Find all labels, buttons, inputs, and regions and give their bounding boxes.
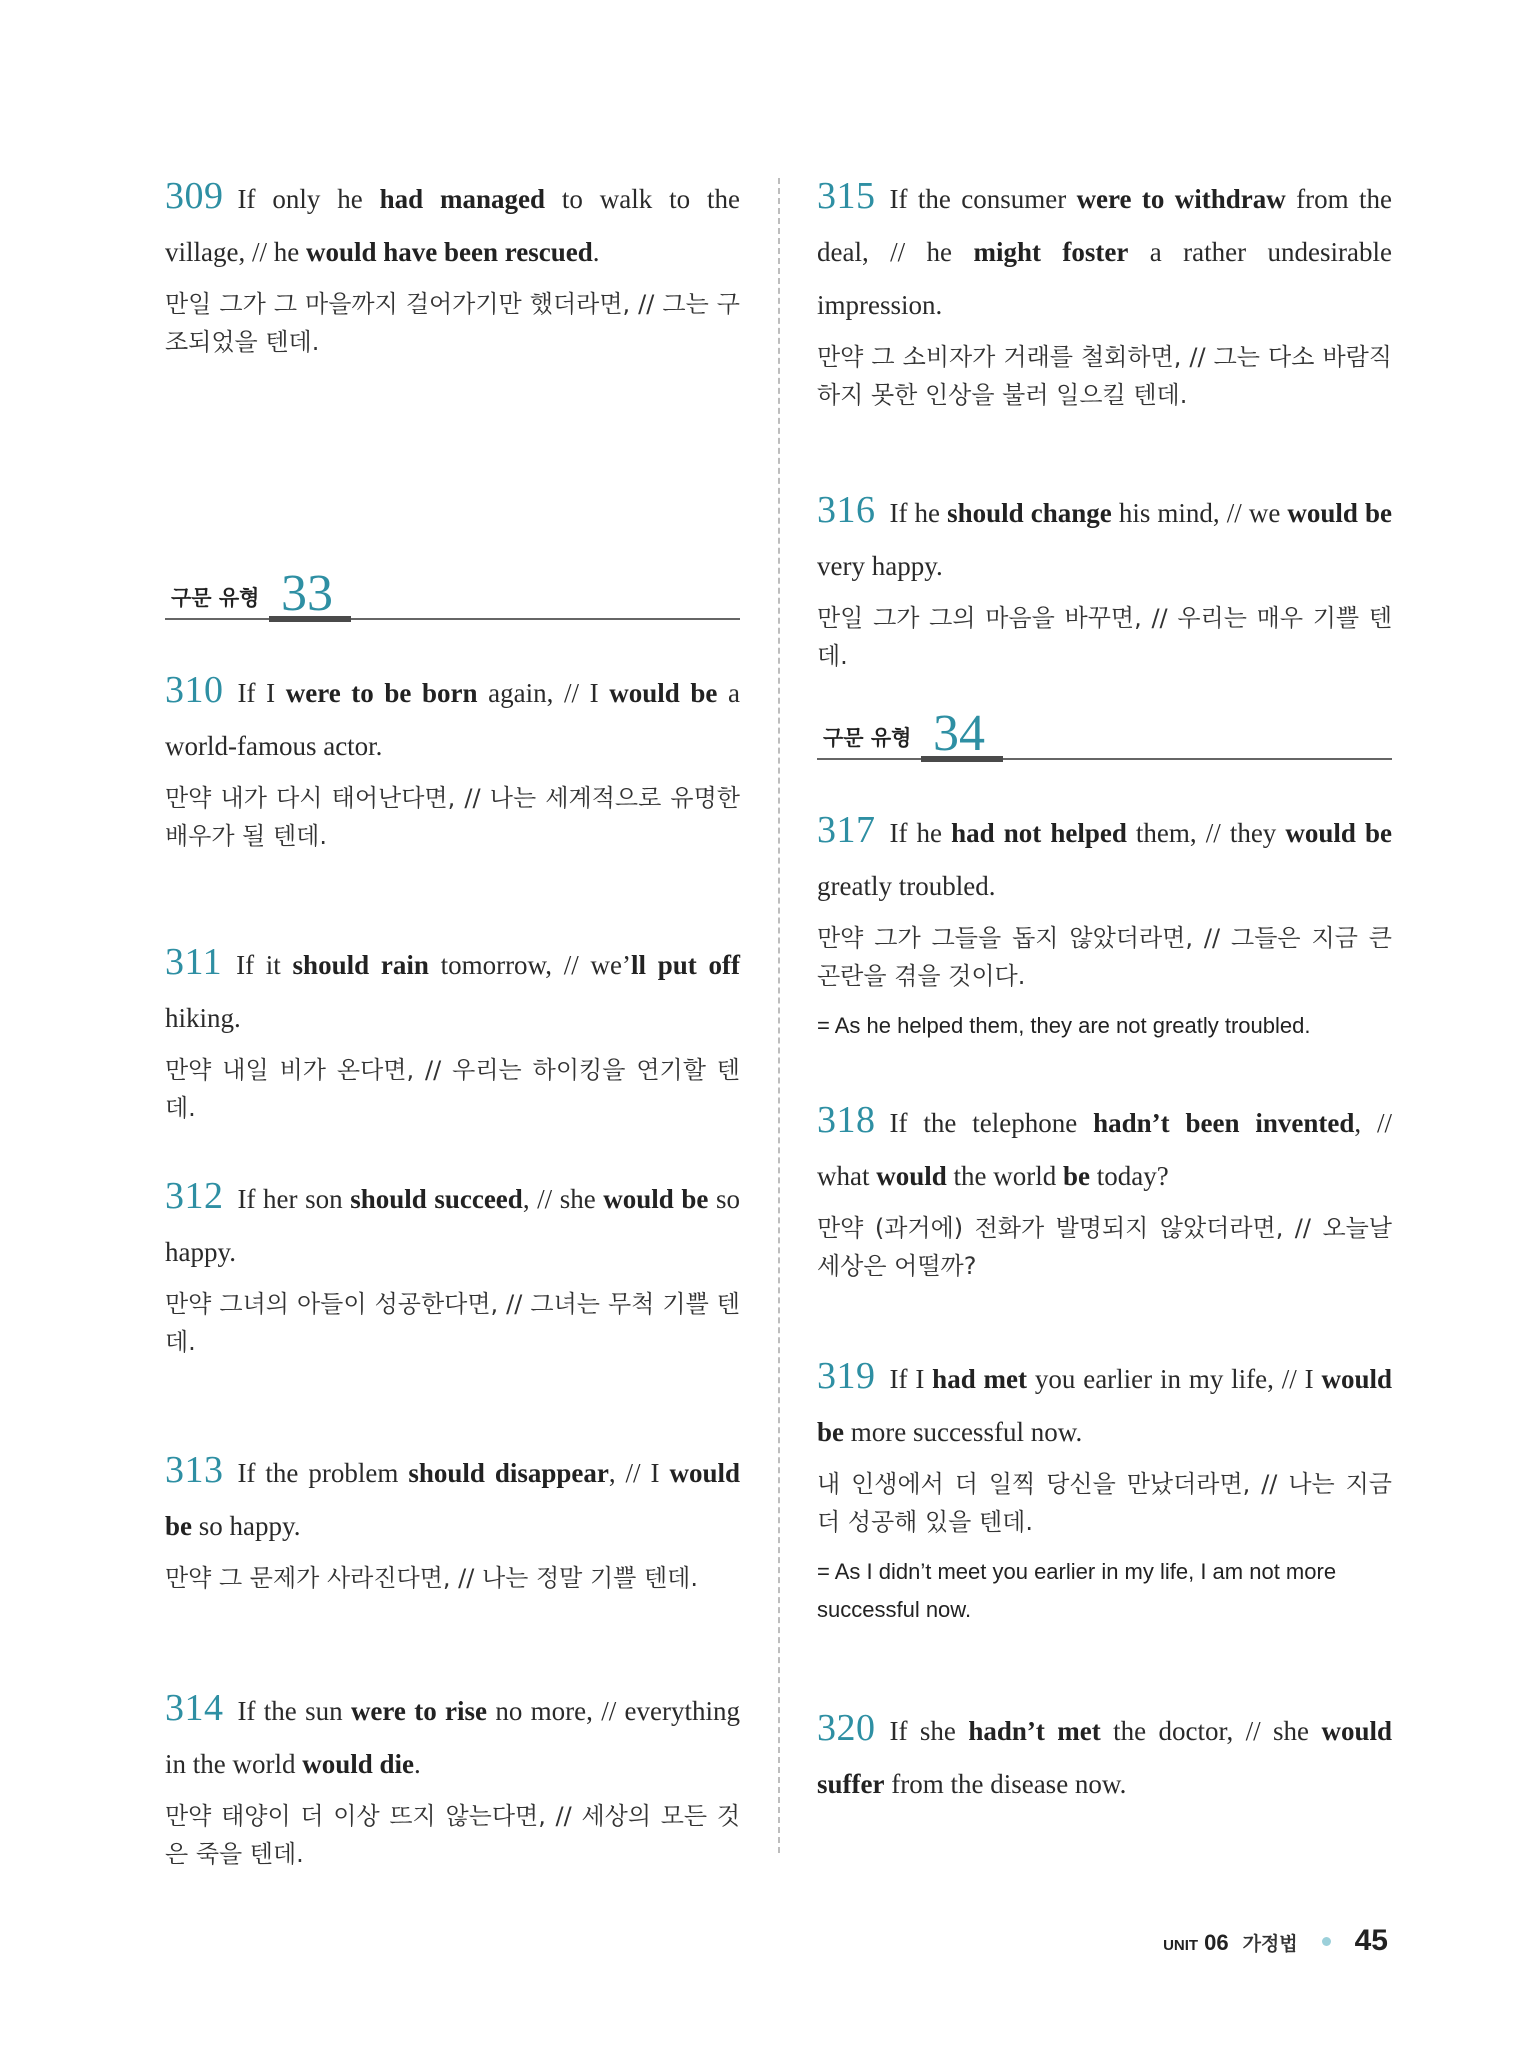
sentence-312: 312 If her son should succeed, // she would be so happy. [165,1175,740,1267]
entry-315 [817,170,1392,484]
entry-number: 320 [817,1707,876,1749]
section-header-34 [817,680,1392,760]
sentence-311: 311 If it should rain tomorrow, // we’ll put off hiking. [165,941,740,1033]
translation-310: 만약 내가 다시 태어난다면, // 나는 세계적으로 유명한 배우가 될 텐데. [165,784,740,850]
entry-310 [165,664,740,904]
sentence-309: 309 If only he had managed to walk to the village, // he would have been rescued. [165,175,740,267]
entry-316 [817,484,1392,680]
section-label: 구문 유형 [171,586,260,610]
entry-number: 319 [817,1355,876,1397]
unit-title: 가정법 [1242,1933,1298,1955]
sentence-315: 315 If the consumer were to withdraw from the deal, // he might foster a rather undesirable impression. [817,175,1392,320]
sentence-314: 314 If the sun were to rise no more, // everything in the world would die. [165,1687,740,1779]
sentence-310: 310 If I were to be born again, // I would be a world-famous actor. [165,669,740,761]
entry-number: 312 [165,1175,224,1217]
entry-number: 317 [817,809,876,851]
translation-318: 만약 (과거에) 전화가 발명되지 않았더라면, // 오늘날 세상은 어떨까? [817,1214,1392,1280]
sentence-316: 316 If he should change his mind, // we would be very happy. [817,489,1392,581]
left-column [165,170,740,1873]
unit-number: 06 [1204,1930,1229,1955]
column-divider [778,178,780,1853]
entry-number: 310 [165,669,224,711]
equivalent-319: = As I didn’t meet you earlier in my life, I am not more successful now. [817,1559,1337,1622]
translation-315: 만약 그 소비자가 거래를 철회하면, // 그는 다소 바람직하지 못한 인상을 불러 일으킬 텐데. [817,343,1392,409]
entry-number: 315 [817,175,876,217]
equivalent-317: = As he helped them, they are not greatly troubled. [817,1013,1311,1038]
entry-number: 311 [165,941,223,983]
entry-number: 318 [817,1099,876,1141]
section-label: 구문 유형 [823,726,912,750]
page-number: 45 [1354,1924,1388,1957]
translation-317: 만약 그가 그들을 돕지 않았더라면, // 그들은 지금 큰 곤란을 겪을 것이다. [817,924,1392,990]
sentence-318: 318 If the telephone hadn’t been invented, // what would the world be today? [817,1099,1392,1191]
sentence-317: 317 If he had not helped them, // they would be greatly troubled. [817,809,1392,901]
translation-319: 내 인생에서 더 일찍 당신을 만났더라면, // 나는 지금 더 성공해 있을 텐데. [817,1470,1392,1536]
translation-312: 만약 그녀의 아들이 성공한다면, // 그녀는 무척 기쁠 텐데. [165,1290,740,1356]
entry-number: 313 [165,1449,224,1491]
entry-311 [165,936,740,1160]
entry-314 [165,1682,740,1873]
entry-number: 316 [817,489,876,531]
page-footer [1163,1924,1388,1958]
translation-309: 만일 그가 그 마을까지 걸어가기만 했더라면, // 그는 구조되었을 텐데. [165,290,740,356]
entry-318 [817,1094,1392,1350]
entry-320 [817,1702,1392,1811]
translation-311: 만약 내일 비가 온다면, // 우리는 하이킹을 연기할 텐데. [165,1056,740,1122]
right-column [817,170,1392,1811]
sentence-313: 313 If the problem should disappear, // I would be so happy. [165,1449,741,1541]
translation-313: 만약 그 문제가 사라진다면, // 나는 정말 기쁠 텐데. [165,1564,698,1592]
entry-number: 314 [165,1687,224,1729]
entry-313 [165,1444,740,1668]
sentence-319: 319 If I had met you earlier in my life, // I would be more successful now. [817,1355,1392,1447]
sentence-320: 320 If she hadn’t met the doctor, // she would suffer from the disease now. [817,1707,1392,1799]
entry-number: 309 [165,175,224,217]
section-header-33 [165,540,740,620]
unit-label: UNIT [1163,1937,1199,1954]
translation-314: 만약 태양이 더 이상 뜨지 않는다면, // 세상의 모든 것은 죽을 텐데. [165,1802,740,1868]
entry-317 [817,804,1392,1094]
entry-312 [165,1170,740,1434]
section-number: 33 [281,565,333,622]
section-number: 34 [933,705,985,762]
footer-dot-icon [1322,1937,1331,1946]
entry-319 [817,1350,1392,1702]
translation-316: 만일 그가 그의 마음을 바꾸면, // 우리는 매우 기쁠 텐데. [817,604,1392,670]
